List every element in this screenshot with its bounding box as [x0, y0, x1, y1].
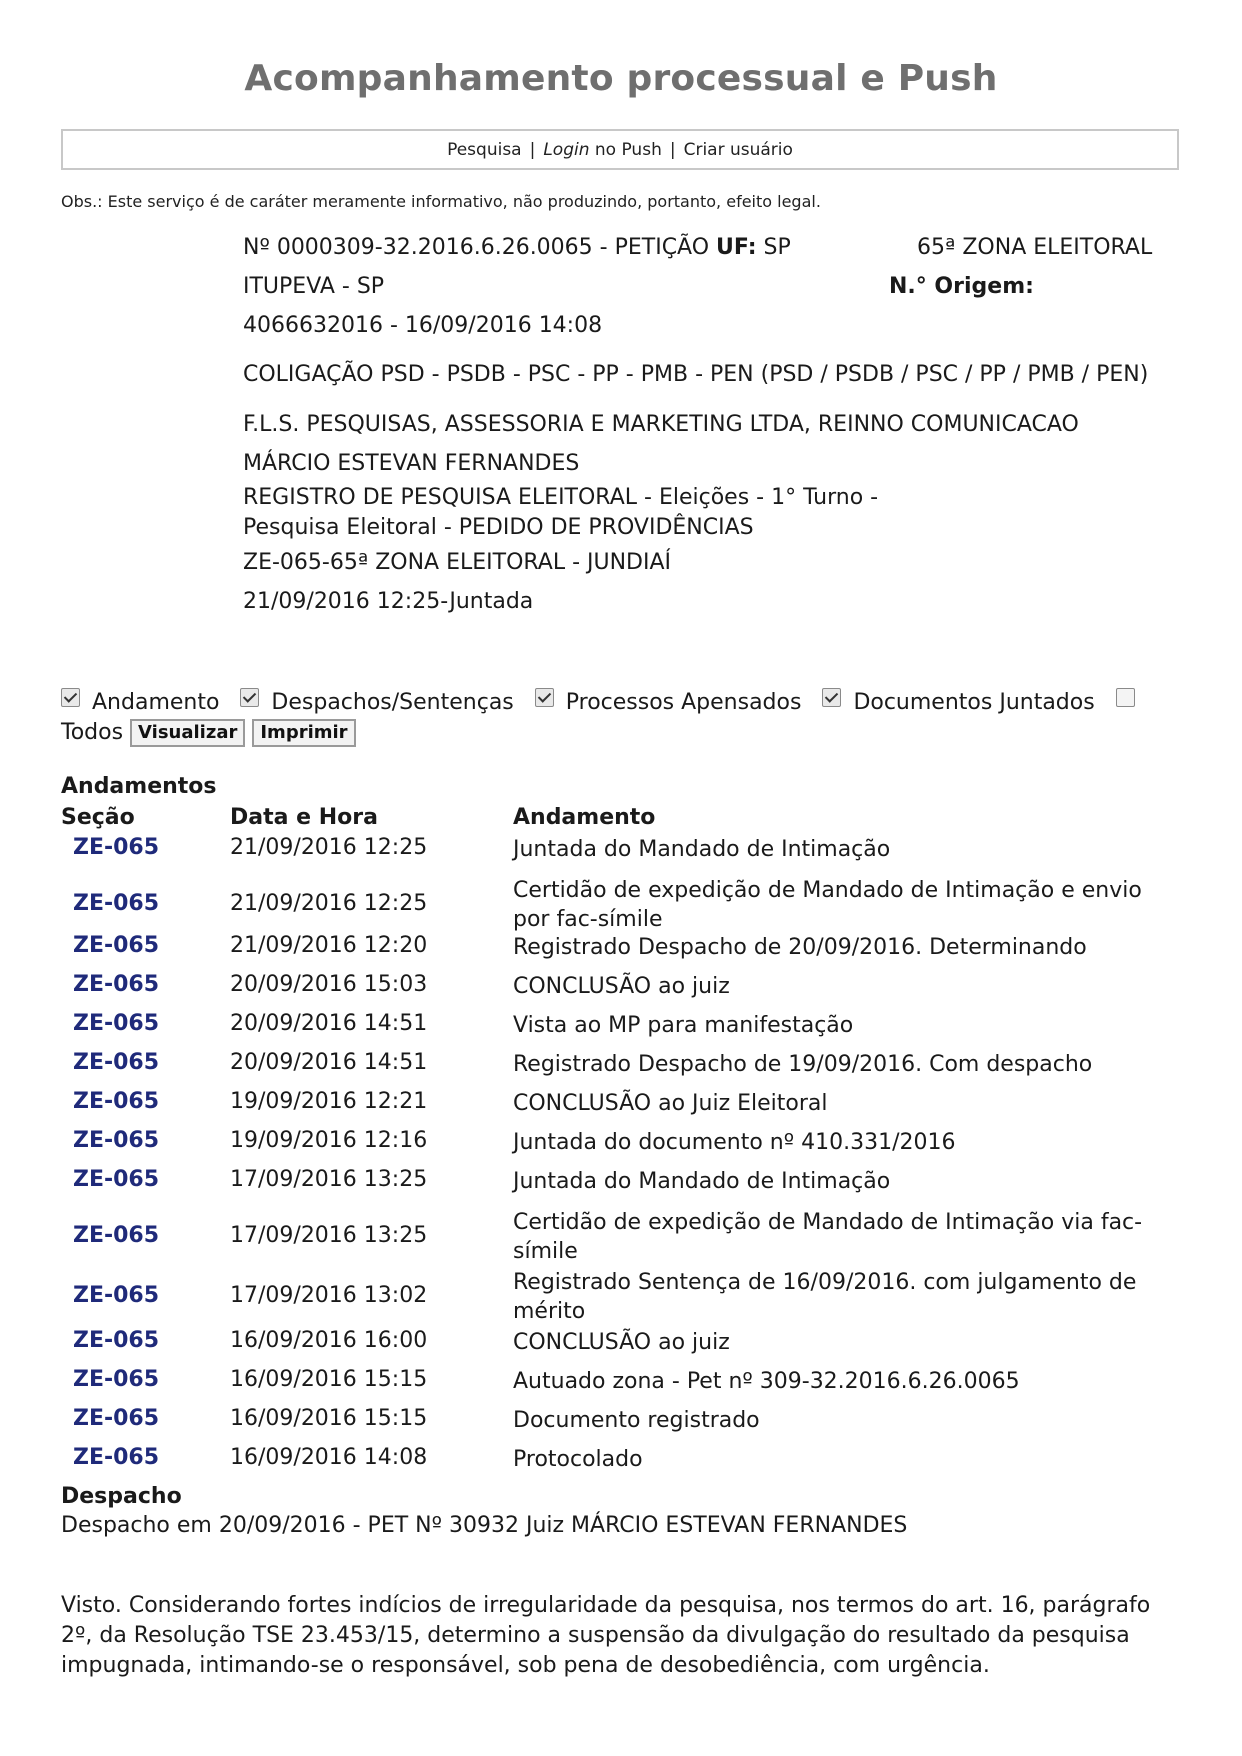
- andamento-cell: Juntada do Mandado de Intimação: [513, 837, 891, 862]
- secao-link[interactable]: ZE-065: [73, 1367, 160, 1392]
- secao-link[interactable]: ZE-065: [73, 1283, 160, 1308]
- interessado-value: COLIGAÇÃO PSD - PSDB - PSC - PP - PMB - PEN (PSD / PSDB / PSC / PP / PMB / PEN): [243, 362, 1149, 387]
- nav-separator: |: [529, 139, 536, 160]
- andamento-cell: Protocolado: [513, 1447, 643, 1472]
- data-hora-cell: 16/09/2016 15:15: [230, 1367, 428, 1392]
- assunto-line2: Pesquisa Eleitoral - PEDIDO DE PROVIDÊNCIAS: [243, 515, 754, 540]
- zona-eleitoral: 65ª ZONA ELEITORAL: [917, 235, 1153, 260]
- despacho-header: Despacho em 20/09/2016 - PET Nº 30932 Juiz MÁRCIO ESTEVAN FERNANDES: [61, 1513, 908, 1538]
- nav-separator: |: [669, 139, 676, 160]
- andamento-cell: Juntada do documento nº 410.331/2016: [513, 1130, 956, 1155]
- municipio-value: ITUPEVA - SP: [243, 274, 385, 299]
- re-value: F.L.S. PESQUISAS, ASSESSORIA E MARKETING LTDA, REINNO COMUNICACAO: [243, 412, 1079, 437]
- data-hora-cell: 17/09/2016 13:25: [230, 1167, 428, 1192]
- secao-link[interactable]: ZE-065: [73, 1328, 160, 1353]
- assunto-line1: REGISTRO DE PESQUISA ELEITORAL - Eleições - 1° Turno -: [243, 485, 879, 510]
- nav-login-push-link[interactable]: [543, 140, 662, 160]
- andamento-cell: Autuado zona - Pet nº 309-32.2016.6.26.0065: [513, 1369, 1020, 1394]
- data-hora-cell: 16/09/2016 15:15: [230, 1406, 428, 1431]
- processo-value: [243, 233, 791, 263]
- page-title: Acompanhamento processual e Push: [244, 58, 998, 99]
- data-hora-cell: 20/09/2016 14:51: [230, 1050, 428, 1075]
- despacho-title: Despacho: [61, 1484, 182, 1509]
- data-hora-cell: 21/09/2016 12:25: [230, 835, 428, 860]
- nav-bar: [61, 129, 1179, 170]
- col-header-data-hora: Data e Hora: [230, 805, 378, 830]
- despachos-checkbox-label: Despachos/Sentenças: [271, 690, 514, 715]
- data-hora-cell: 20/09/2016 15:03: [230, 972, 428, 997]
- data-hora-cell: 21/09/2016 12:25: [230, 891, 428, 916]
- apensados-checkbox[interactable]: [535, 688, 554, 707]
- andamento-cell: CONCLUSÃO ao juiz: [513, 974, 730, 999]
- secao-link[interactable]: ZE-065: [73, 1223, 160, 1248]
- andamento-checkbox-label: Andamento: [92, 690, 220, 715]
- secao-link[interactable]: ZE-065: [73, 1128, 160, 1153]
- data-hora-cell: 21/09/2016 12:20: [230, 933, 428, 958]
- data-hora-cell: 19/09/2016 12:21: [230, 1089, 428, 1114]
- secao-link[interactable]: ZE-065: [73, 1089, 160, 1114]
- juntados-checkbox-label: Documentos Juntados: [853, 690, 1095, 715]
- secao-link[interactable]: ZE-065: [73, 933, 160, 958]
- uf-label: UF:: [716, 235, 757, 260]
- localizacao-value: ZE-065-65ª ZONA ELEITORAL - JUNDIAÍ: [243, 550, 672, 575]
- secao-link[interactable]: ZE-065: [73, 1445, 160, 1470]
- andamento-cell: Documento registrado: [513, 1408, 760, 1433]
- fase-atual-value: 21/09/2016 12:25-Juntada: [243, 589, 534, 614]
- apensados-checkbox-label: Processos Apensados: [565, 690, 802, 715]
- andamento-cell: Certidão de expedição de Mandado de Intimação via fac-símile: [513, 1210, 1143, 1264]
- secao-link[interactable]: ZE-065: [73, 1406, 160, 1431]
- todos-checkbox[interactable]: [1116, 688, 1135, 707]
- andamento-cell: Certidão de expedição de Mandado de Intimação e envio por fac-símile: [513, 878, 1142, 932]
- data-hora-cell: 16/09/2016 16:00: [230, 1328, 428, 1353]
- todos-checkbox-label: Todos: [61, 720, 124, 745]
- andamento-cell: Registrado Despacho de 20/09/2016. Determinando: [513, 935, 1087, 960]
- uf-value: SP: [763, 235, 791, 260]
- andamento-cell: CONCLUSÃO ao Juiz Eleitoral: [513, 1091, 828, 1116]
- andamento-cell: CONCLUSÃO ao juiz: [513, 1330, 730, 1355]
- data-hora-cell: 17/09/2016 13:25: [230, 1223, 428, 1248]
- secao-link[interactable]: ZE-065: [73, 972, 160, 997]
- andamento-cell: Registrado Despacho de 19/09/2016. Com despacho: [513, 1052, 1093, 1077]
- col-header-andamento: Andamento: [513, 805, 656, 830]
- andamento-cell: Registrado Sentença de 16/09/2016. com julgamento de mérito: [513, 1270, 1137, 1324]
- imprimir-button[interactable]: Imprimir: [252, 719, 355, 747]
- visualizar-button[interactable]: Visualizar: [130, 719, 245, 747]
- secao-link[interactable]: ZE-065: [73, 835, 160, 860]
- secao-link[interactable]: ZE-065: [73, 891, 160, 916]
- data-hora-cell: 20/09/2016 14:51: [230, 1011, 428, 1036]
- data-hora-cell: 19/09/2016 12:16: [230, 1128, 428, 1153]
- andamentos-title: Andamentos: [61, 774, 217, 799]
- juiz-value: MÁRCIO ESTEVAN FERNANDES: [243, 451, 580, 476]
- andamento-cell: Juntada do Mandado de Intimação: [513, 1169, 891, 1194]
- despacho-body: Visto. Considerando fortes indícios de irregularidade da pesquisa, nos termos do art. 16, parágrafo 2º, da Resolução TSE 23.453/15, determino a suspensão da divulgação do resultado da pesquisa impugnada, intimando-se o responsável, sob pena de desobediência, com urgência.: [61, 1593, 1151, 1678]
- data-hora-cell: 17/09/2016 13:02: [230, 1283, 428, 1308]
- assunto-value: [243, 483, 878, 543]
- nav-criar-usuario-link[interactable]: Criar usuário: [683, 139, 793, 160]
- col-header-secao: Seção: [61, 805, 135, 830]
- secao-link[interactable]: ZE-065: [73, 1167, 160, 1192]
- origem-label: N.° Origem:: [889, 274, 1034, 299]
- secao-link[interactable]: ZE-065: [73, 1050, 160, 1075]
- filter-options: [61, 688, 1147, 748]
- disclaimer-note: Obs.: Este serviço é de caráter meramente informativo, não produzindo, portanto, efeito legal.: [61, 192, 821, 211]
- processo-number: Nº 0000309-32.2016.6.26.0065 - PETIÇÃO: [243, 235, 710, 260]
- secao-link[interactable]: ZE-065: [73, 1011, 160, 1036]
- nav-login-rest: no Push: [589, 139, 662, 160]
- despachos-checkbox[interactable]: [240, 688, 259, 707]
- nav-login-italic: Login: [543, 139, 590, 160]
- andamento-checkbox[interactable]: [61, 688, 80, 707]
- data-hora-cell: 16/09/2016 14:08: [230, 1445, 428, 1470]
- protocolo-value: 4066632016 - 16/09/2016 14:08: [243, 313, 603, 338]
- nav-pesquisa-link[interactable]: Pesquisa: [447, 139, 522, 160]
- andamento-cell: Vista ao MP para manifestação: [513, 1013, 854, 1038]
- juntados-checkbox[interactable]: [822, 688, 841, 707]
